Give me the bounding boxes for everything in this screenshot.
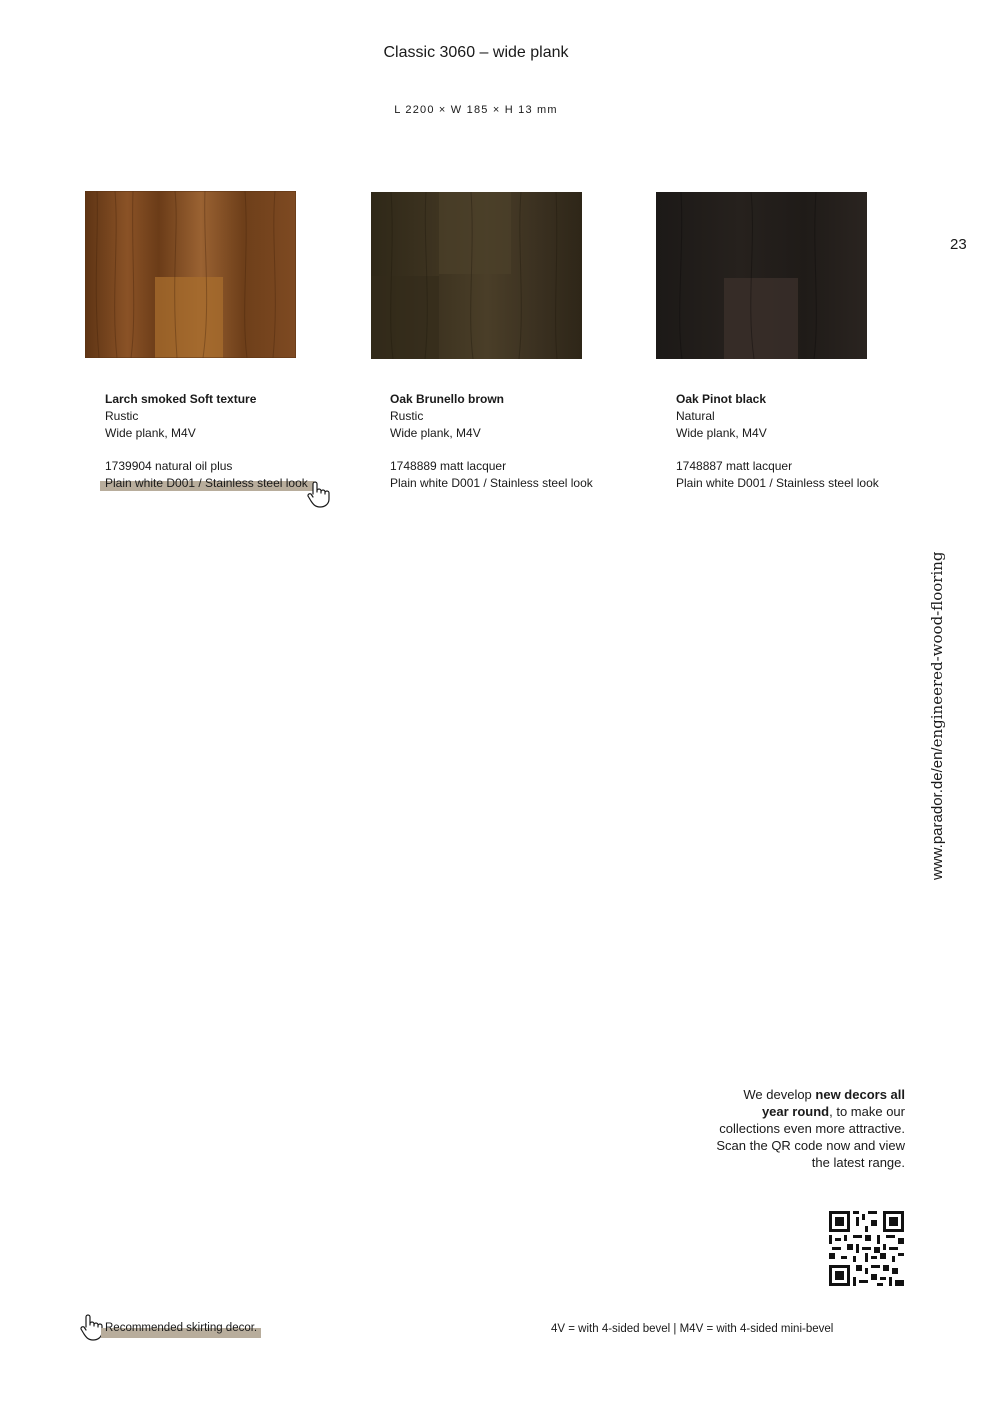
skirting-text: Plain white D001 / Stainless steel look: [676, 476, 879, 490]
page-title: Classic 3060 – wide plank: [383, 44, 569, 61]
promo-part1: We develop: [743, 1087, 816, 1102]
skirting-legend: [105, 1322, 257, 1334]
product-grade: Natural: [676, 409, 715, 423]
url-prefix: www.parador.de/en/: [929, 747, 946, 880]
product-name: Oak Pinot black: [676, 392, 767, 406]
url-suffix: engineered-wood-flooring: [928, 551, 946, 748]
product-article: 1748889 matt lacquer: [390, 459, 507, 473]
product-format: Wide plank, M4V: [676, 426, 767, 440]
skirting-legend-text: Recommended skirting decor.: [105, 1322, 258, 1334]
product-name: Oak Brunello brown: [390, 392, 505, 406]
page-number: 23: [950, 236, 967, 253]
product-format: Wide plank, M4V: [105, 426, 196, 440]
product-article: 1748887 matt lacquer: [676, 459, 793, 473]
qr-code-icon[interactable]: [829, 1211, 904, 1286]
product-name: Larch smoked Soft texture: [105, 392, 257, 406]
skirting-text: Plain white D001 / Stainless steel look: [105, 476, 308, 490]
bevel-legend: 4V = with 4-sided bevel | M4V = with 4-sided mini-bevel: [551, 1323, 834, 1335]
pointing-hand-icon: [305, 480, 331, 508]
swatch-oak-pinot: [656, 192, 867, 359]
website-url[interactable]: [928, 551, 946, 880]
promo-part2: , to make our collections even more attractive. Scan the QR code now and view the latest range.: [716, 1104, 905, 1170]
product-grade: Rustic: [390, 409, 424, 423]
skirting-recommendation: [105, 475, 308, 492]
product-format: Wide plank, M4V: [390, 426, 481, 440]
swatch-larch-smoked: [85, 191, 296, 358]
promo-bold: new decors all year round: [761, 1087, 905, 1119]
promo-text: [715, 1086, 905, 1171]
product-oak-pinot: [676, 391, 936, 492]
plank-dimensions: L 2200 × W 185 × H 13 mm: [394, 104, 558, 116]
skirting-text: Plain white D001 / Stainless steel look: [390, 476, 593, 490]
product-article: 1739904 natural oil plus: [105, 459, 233, 473]
swatch-oak-brunello: [371, 192, 582, 359]
product-grade: Rustic: [105, 409, 139, 423]
product-oak-brunello: [390, 391, 650, 492]
product-larch-smoked: [105, 391, 365, 492]
